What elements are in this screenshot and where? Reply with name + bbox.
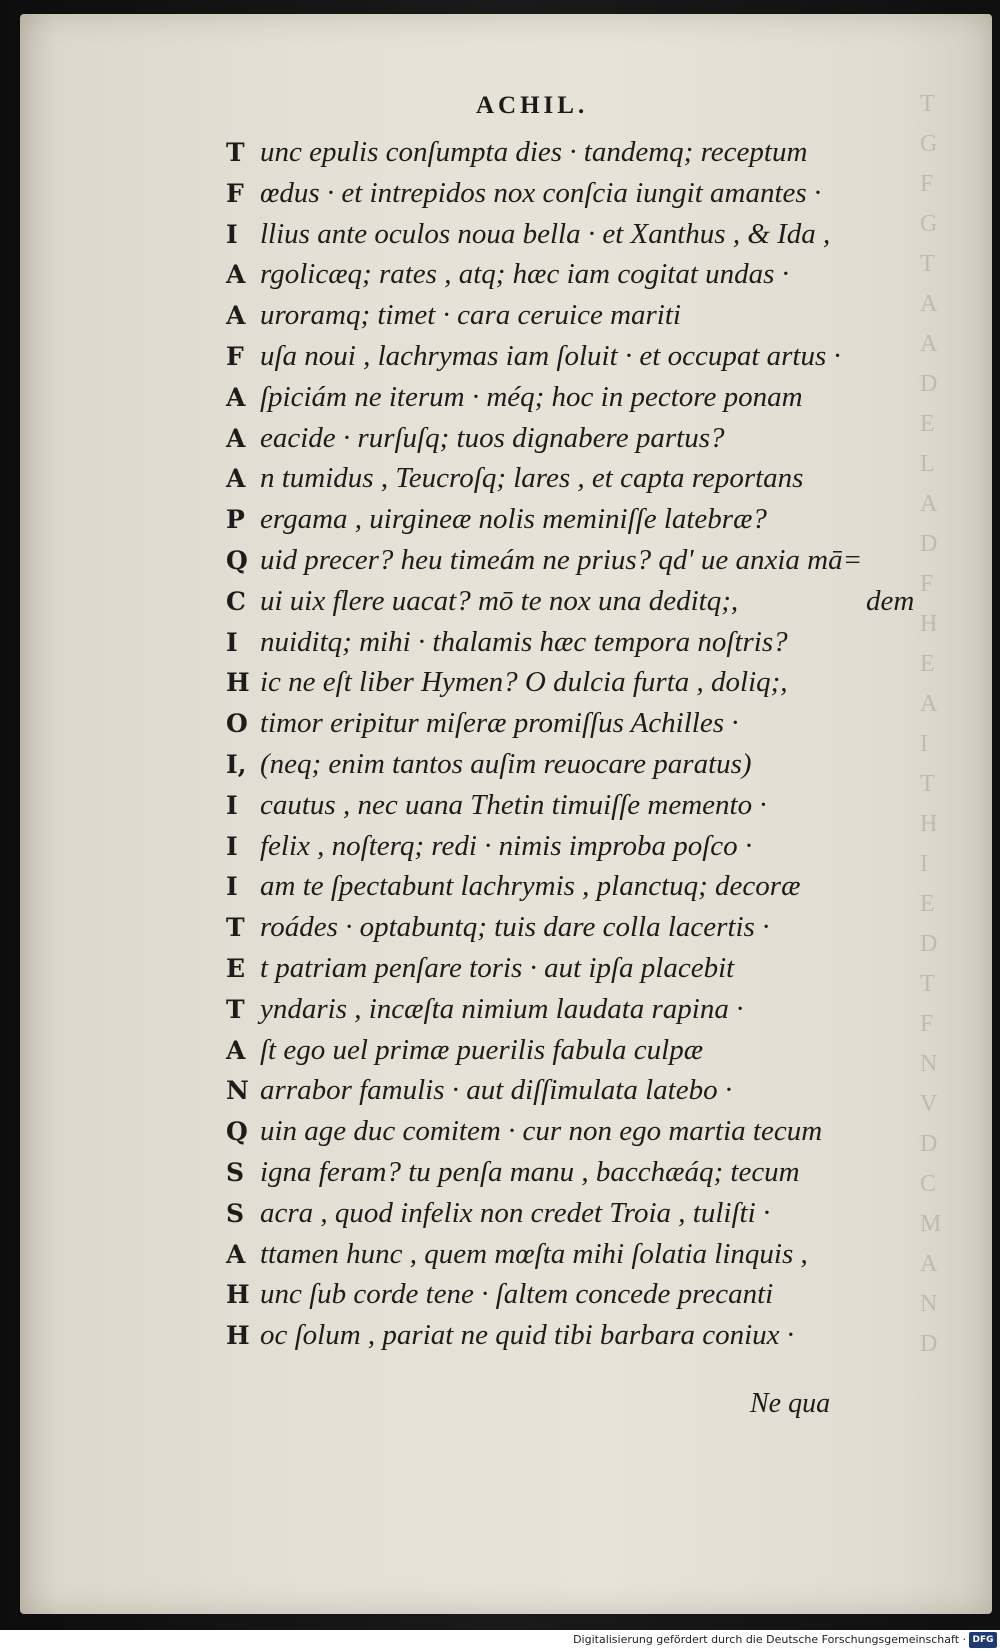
catchword: Ne qua: [750, 1388, 831, 1419]
verse-text: arrabor famulis · aut diſſimulata latebo ·: [260, 1074, 733, 1107]
verse-line-end: dem: [866, 584, 915, 617]
verse-initial: F: [226, 178, 244, 208]
verse-initial: E: [226, 953, 246, 983]
verse-text: (neq; enim tantos auſim reuocare paratus): [260, 747, 752, 780]
verse-initial: A: [226, 382, 246, 412]
verse-text: eacide · rurſuſq; tuos dignabere partus?: [260, 421, 725, 454]
verse-text: timor eripitur miſeræ promiſſus Achilles ·: [260, 707, 739, 740]
verse-initial: T: [226, 138, 245, 167]
verse-initial: P: [226, 505, 245, 535]
dfg-logo: DFG: [969, 1632, 997, 1648]
verse-line: [226, 907, 926, 948]
verse-initial: A: [226, 423, 246, 453]
verse-line: [226, 1315, 926, 1356]
verse-text: uroramq; timet · cara ceruice mariti: [260, 299, 681, 332]
verse-text: unc epulis conſumpta dies · tandemq; receptum: [260, 136, 808, 168]
verse-text: uin age duc comitem · cur non ego martia tecum: [260, 1115, 823, 1148]
verse-initial: H: [226, 668, 250, 698]
verse-text: rgolicæq; rates , atq; hæc iam cogitat undas ·: [260, 258, 789, 291]
verse-text: t patriam penſare toris · aut ipſa placebit: [260, 951, 735, 984]
verse-text: llius ante oculos noua bella · et Xanthus , & Ida ,: [260, 217, 831, 250]
verse-text: uid precer? heu timeám ne prius? qd' ue anxia mā=: [260, 543, 863, 576]
verse-initial: S: [226, 1157, 245, 1187]
verse-line: [226, 744, 926, 785]
verse-text: am te ſpectabunt lachrymis , planctuq; decoræ: [260, 870, 801, 903]
verse-initial: N: [226, 1076, 249, 1106]
verse-text: uſa noui , lachrymas iam ſoluit · et occupat artus ·: [260, 339, 841, 372]
verse-line: [226, 336, 926, 377]
verse-initial: Q: [226, 545, 248, 575]
verse-text: nuiditq; mihi · thalamis hæc tempora noſtris?: [260, 625, 788, 658]
verse-text: œdus · et intrepidos nox conſcia iungit amantes ·: [260, 176, 822, 209]
verse-initial: A: [226, 1239, 246, 1269]
verse-list: [226, 132, 926, 1356]
verse-initial: A: [226, 260, 246, 290]
verse-initial: H: [226, 1280, 250, 1310]
verse-initial: F: [226, 341, 244, 371]
verse-line: [226, 785, 926, 826]
verse-line: [226, 377, 926, 418]
funding-credit: Digitalisierung gefördert durch die Deutsche Forschungsgemeinschaft ·: [573, 1633, 966, 1646]
verse-line: [226, 540, 926, 581]
verse-text: ic ne eſt liber Hymen? O dulcia furta , doliq;,: [260, 666, 788, 699]
verse-initial: S: [226, 1198, 245, 1228]
verse-line: [226, 418, 926, 459]
verse-line: [226, 1274, 926, 1315]
verse-initial: T: [226, 913, 245, 943]
verse-initial: I: [226, 831, 238, 861]
verse-line: [226, 1234, 926, 1275]
verse-line: [226, 132, 926, 173]
verse-line: [226, 1152, 926, 1193]
verse-line: [226, 1070, 926, 1111]
verse-line: [226, 1111, 926, 1152]
verse-initial: I: [226, 790, 238, 820]
verse-text: ſt ego uel primæ puerilis fabula culpæ: [260, 1033, 704, 1066]
verse-text: ſpiciám ne iterum · méq; hoc in pectore ponam: [260, 380, 803, 413]
verse-initial: I: [226, 219, 238, 249]
verse-initial: I: [226, 872, 238, 902]
verse-initial: T: [226, 994, 245, 1024]
verse-line: [226, 214, 926, 255]
verse-text: ttamen hunc , quem mœſta mihi ſolatia linquis ,: [260, 1237, 808, 1270]
verse-initial: A: [226, 301, 246, 331]
verse-initial: H: [226, 1321, 250, 1351]
verse-text: acra , quod infelix non credet Troia , tuliſti ·: [260, 1196, 771, 1229]
verse-line: [226, 581, 926, 622]
verse-line: [226, 989, 926, 1030]
verse-text: unc ſub corde tene · ſaltem concede precanti: [260, 1278, 774, 1311]
verse-text: oc ſolum , pariat ne quid tibi barbara coniux ·: [260, 1319, 795, 1352]
verse-initial: A: [226, 464, 246, 494]
verse-text: ergama , uirgineæ nolis meminiſſe latebræ?: [260, 503, 767, 536]
verse-initial: Q: [226, 1117, 248, 1147]
verse-initial: C: [226, 586, 246, 616]
verse-text: cautus , nec uana Thetin timuiſſe memento ·: [260, 788, 767, 821]
verse-initial: I: [226, 627, 238, 657]
verse-text: ui uix flere uacat? mō te nox una deditq;,: [260, 584, 739, 617]
show-through-text: T G F G T A A D E L A D F H E A I T H I E D T F N V D C M A N D: [920, 91, 942, 1357]
digitization-footer: [0, 1630, 1000, 1652]
verse-line: [226, 173, 926, 214]
verse-line: [226, 254, 926, 295]
verse-line: [226, 1193, 926, 1234]
verse-line: [226, 1030, 926, 1071]
verse-line: [226, 866, 926, 907]
verse-line: [226, 826, 926, 867]
verse-text: n tumidus , Teucroſq; lares , et capta reportans: [260, 462, 804, 495]
running-head: ACHIL.: [476, 92, 589, 119]
verse-line: [226, 295, 926, 336]
verse-text: yndaris , incæſta nimium laudata rapina ·: [260, 992, 744, 1025]
verse-initial: A: [226, 1035, 246, 1065]
verse-line: [226, 948, 926, 989]
verse-line: [226, 458, 926, 499]
verse-text: felix , noſterq; redi · nimis improba poſco ·: [260, 829, 753, 862]
verse-text: roádes · optabuntq; tuis dare colla lacertis ·: [260, 911, 770, 944]
verse-line: [226, 703, 926, 744]
verse-line: [226, 662, 926, 703]
verse-initial: O: [226, 709, 248, 739]
verse-initial: I,: [226, 749, 247, 779]
verse-line: [226, 499, 926, 540]
verse-text: igna feram? tu penſa manu , bacchæáq; tecum: [260, 1155, 800, 1188]
verse-line: [226, 622, 926, 663]
